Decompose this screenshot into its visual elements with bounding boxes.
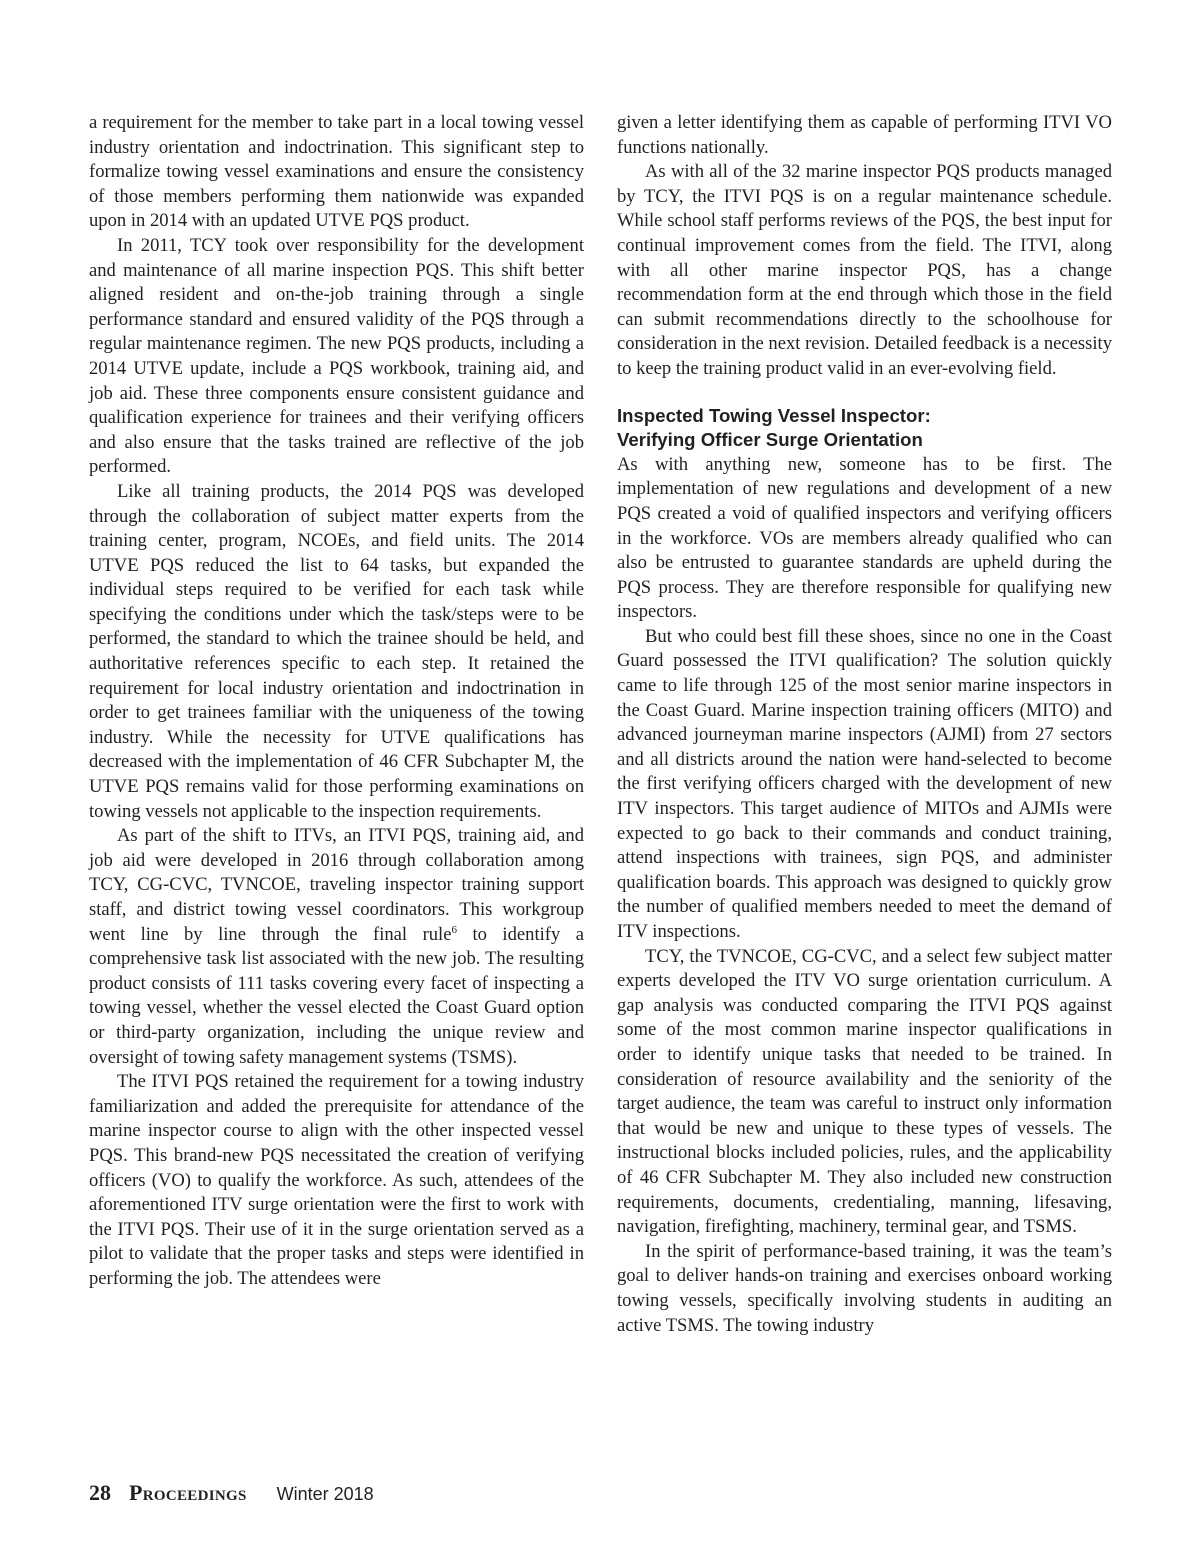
paragraph-text: As part of the shift to ITVs, an ITVI PQS, training aid, and job aid were developed in 2016 through collaboration among TCY, CG-CVC, TVNCOE, traveling inspector training support staff, and district towing vessel coordinators. This workgroup went line by line through the final rule: [89, 825, 584, 945]
body-paragraph: a requirement for the member to take part in a local towing vessel industry orientation and indoctrination. This significant step to formalize towing vessel examinations and ensure the consistency of those members performing them nationwide was expanded upon in 2014 with an updated UTVE PQS product.: [89, 112, 584, 232]
right-column: [617, 111, 1112, 1338]
section-heading-line: Inspected Towing Vessel Inspector:: [617, 404, 931, 426]
issue-label: Winter 2018: [276, 1484, 374, 1504]
page-footer: [89, 1480, 374, 1506]
body-paragraph: But who could best fill these shoes, since no one in the Coast Guard possessed the ITVI qualification? The solution quickly came to life through 125 of the most senior marine inspectors in the Coast Guard. Marine inspection training officers (MITO) and advanced journeyman marine inspectors (AJMI) from 27 sectors and all districts around the nation were hand-selected to become the first verifying officers charged with the development of new ITV inspectors. This target audience of MITOs and AJMIs were expected to go back to their commands and conduct training, attend inspections with trainees, sign PQS, and administer qualification boards. This approach was designed to quickly grow the number of qualified members needed to meet the demand of ITV inspections.: [617, 625, 1112, 942]
body-paragraph: In 2011, TCY took over responsibility for the development and maintenance of all marine inspection PQS. This shift better aligned resident and on-the-job training through a single performance standard and ensured validity of the PQS through a regular maintenance regimen. The new PQS products, including a 2014 UTVE update, include a PQS workbook, training aid, and job aid. These three components ensure consistent guidance and qualification experience for trainees and their verifying officers and also ensure that the tasks trained are reflective of the job performed.: [89, 234, 584, 478]
body-paragraph: As with anything new, someone has to be first. The implementation of new regulations and development of a new PQS created a void of qualified inspectors and verifying officers in the workforce. VOs are members already qualified who can also be entrusted to guarantee standards are upheld during the PQS process. They are therefore responsible for qualifying new inspectors.: [617, 453, 1112, 623]
body-paragraph: Like all training products, the 2014 PQS was developed through the collaboration of subject matter experts from the training center, program, NCOEs, and field units. The 2014 UTVE PQS reduced the list to 64 tasks, but expanded the individual steps required to be verified for each task while specifying the conditions under which the task/steps were to be performed, the standard to which the trainee should be held, and authoritative references specific to each step. It retained the requirement for local industry orientation and indoctrination in order to get trainees familiar with the uniqueness of the towing industry. While the necessity for UTVE qualifications has decreased with the implementation of 46 CFR Subchapter M, the UTVE PQS remains valid for those performing examinations on towing vessels not applicable to the inspection requirements.: [89, 480, 584, 822]
body-paragraph: TCY, the TVNCOE, CG-CVC, and a select few subject matter experts developed the ITV VO surge orientation curriculum. A gap analysis was conducted comparing the ITVI PQS against some of the most common marine inspector qualifications in order to identify unique tasks that needed to be trained. In consideration of resource availability and the seniority of the target audience, the team was careful to instruct only information that would be new and unique to these types of vessels. The instructional blocks included policies, rules, and the applicability of 46 CFR Subchapter M. They also included new construction requirements, documents, credentialing, manning, lifesaving, navigation, firefighting, machinery, terminal gear, and TSMS.: [617, 945, 1112, 1238]
section-heading: [617, 404, 1112, 453]
body-paragraph: The ITVI PQS retained the requirement for a towing industry familiarization and added the prerequisite for attendance of the marine inspector course to align with the other inspected vessel PQS. This brand-new PQS necessitated the creation of verifying officers (VO) to qualify the workforce. As such, attendees of the aforementioned ITV surge orientation were the first to work with the ITVI PQS. Their use of it in the surge orientation served as a pilot to validate that the proper tasks and steps were identified in performing the job. The attendees were: [89, 1071, 584, 1289]
footnote-reference: 6: [451, 923, 457, 936]
body-paragraph: As with all of the 32 marine inspector PQS products managed by TCY, the ITVI PQS is on a regular maintenance schedule. While school staff performs reviews of the PQS, the best input for continual improvement comes from the field. The ITVI, along with all other marine inspector PQS, has a change recommendation form at the end through which those in the field can submit recommendations directly to the schoolhouse for consideration in the next revision. Detailed feedback is a necessity to keep the training product valid in an ever-evolving field.: [617, 161, 1112, 379]
section-heading-line: Verifying Officer Surge Orientation: [617, 429, 923, 451]
page-number: 28: [89, 1480, 111, 1505]
body-paragraph-with-footnote: [89, 824, 584, 1070]
paragraph-text: The resulting product consists of 111 tasks covering every facet of inspecting a towing vessel, whether the vessel elected the Coast Guard option or third-party organization, including the unique review and oversight of towing safety management systems (TSMS).: [89, 948, 585, 1068]
publication-name: Proceedings: [129, 1480, 247, 1505]
body-paragraph: In the spirit of performance-based training, it was the team’s goal to deliver hands-on training and exercises onboard working towing vessels, specifically involving students in auditing an active TSMS. The towing industry: [617, 1240, 1112, 1336]
left-column: [89, 111, 584, 1292]
paragraph-text: to identify a comprehensive task list associated with the new job.: [89, 923, 585, 970]
body-paragraph: given a letter identifying them as capable of performing ITVI VO functions nationally.: [617, 112, 1112, 158]
